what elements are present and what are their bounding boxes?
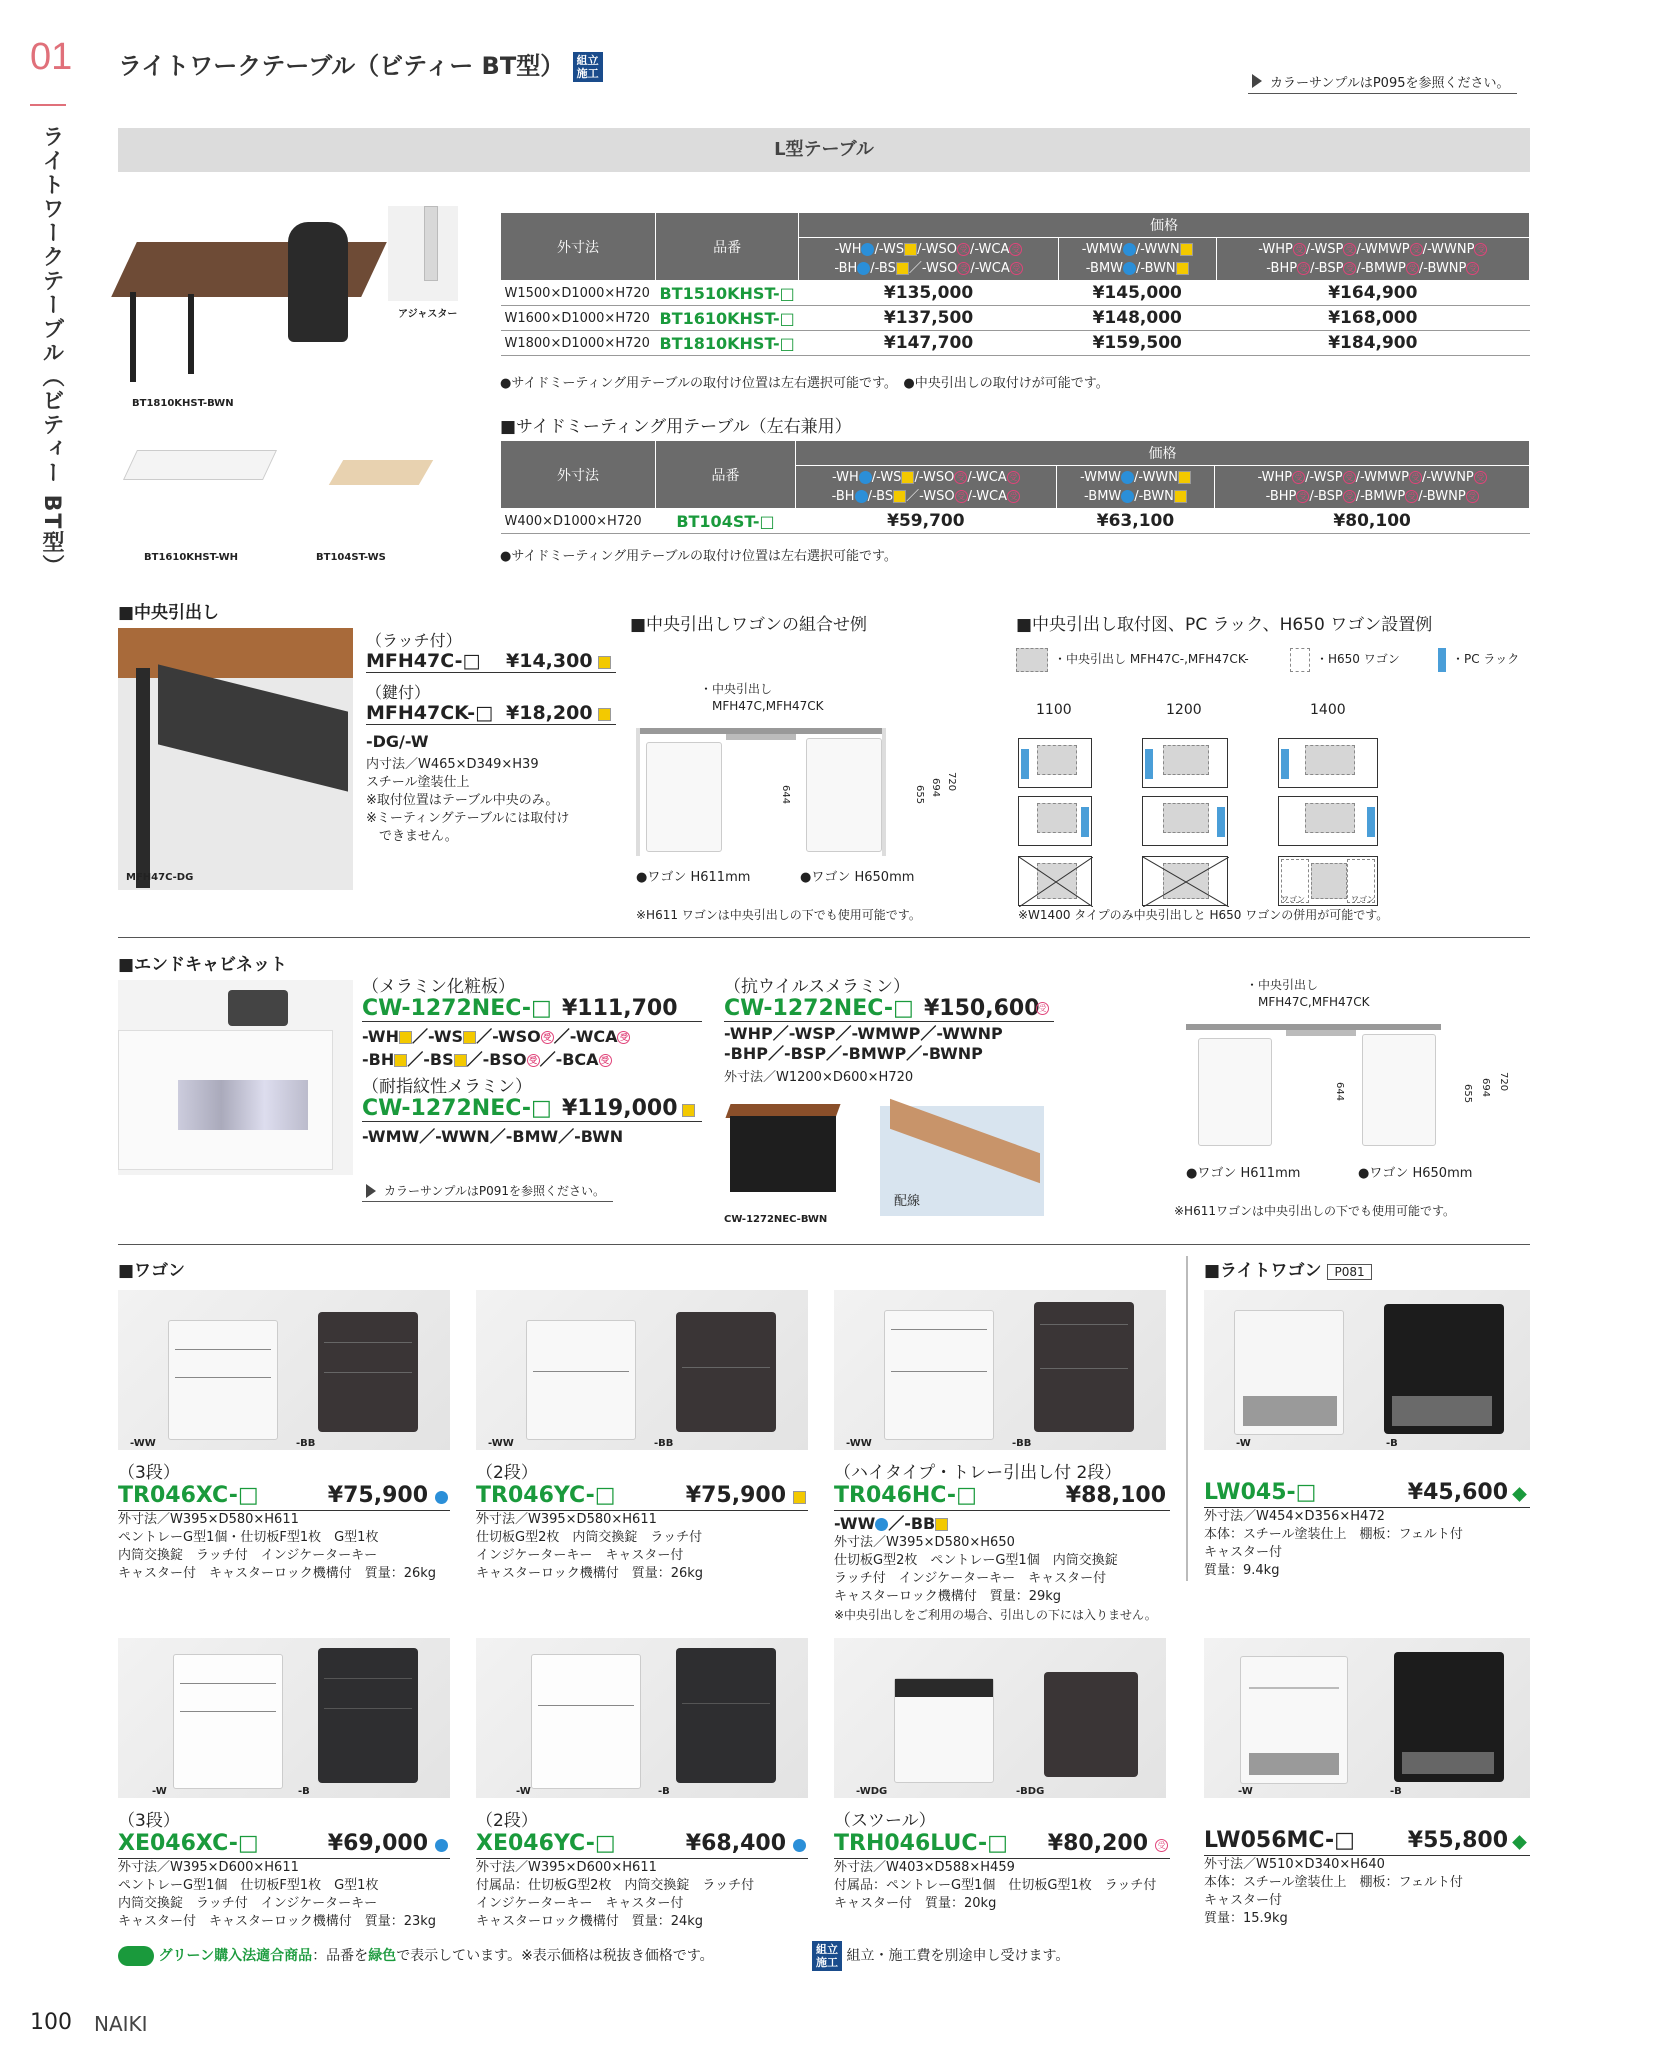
section-divider (30, 104, 66, 106)
dim-720: 720 (1498, 1072, 1509, 1092)
end-cab-photo (118, 980, 353, 1175)
legend-drawer: ・中央引出し MFH47C-,MFH47CK- (1054, 652, 1249, 666)
fingerprint-label: （耐指紋性メラミン） (362, 1077, 532, 1097)
chair (288, 222, 348, 342)
wagon-h611 (646, 742, 722, 852)
wagon-h650-label: ●ワゴン H650mm (800, 870, 915, 885)
wagon-item-3: （ハイタイプ・トレー引出し付 2段） TR046HC-□ ¥88,100 -WW ／-BB 外寸法／W395×D580×H650 仕切板G型2枚 ペントレーG型1個 内筒交換錠 ラッチ付 インジケーターキー キャスター付 キャスターロック機構付 質量：29kg ※中央引出しをご利用の場合、引出しの下には入りません。 (834, 1458, 1170, 1624)
legend-drawer-swatch (1016, 648, 1048, 672)
page-number: 100 (30, 2010, 72, 2035)
green-purchase-note: グリーン購入法適合商品：品番を緑色で表示しています。※表示価格は税抜き価格です。 (118, 1945, 714, 1966)
wagon-item-2: （2段） TR046YC-□ ¥75,900 外寸法／W395×D580×H611 仕切板G型2枚 内筒交換錠 ラッチ付 インジケーターキー キャスター付 キャスターロック機構付 質量：26kg (476, 1458, 808, 1583)
caption-bt1610: BT1610KHST-WH (144, 552, 239, 563)
antivirus-label: （抗ウイルスメラミン） (724, 977, 910, 997)
combo-diagram (636, 728, 916, 858)
lock-label: （鍵付） (366, 683, 431, 702)
wagon-item-1: （3段） TR046XC-□ ¥75,900 外寸法／W395×D580×H611 ペントレーG型1個・仕切板F型1枚 G型1枚 内筒交換錠 ラッチ付 インジケーターキー キャスター付 キャスターロック機構付 質量：26kg (118, 1458, 450, 1583)
adjuster-photo (388, 206, 458, 301)
col-price: 価格 (799, 213, 1530, 238)
desk-top (118, 628, 353, 678)
side-table-price-table: 外寸法 品番 価格 -WH /-WS /-WSO 受 /-WCA 受 -BH /-BS ／-WSO 受 /-WCA 受 -WMW /-WWN -BMW /-BWN -WHP 受 /-WSP 受 /-WMWP 受 /-WWNP 受 -BHP 受 /-BSP 受 /-BMWP 受 /-BWNP 受 W400×D1000×H720 BT104ST-□ ¥59,700 ¥63,100 ¥80,100 (500, 440, 1530, 534)
end-cab-title: ■エンドキャビネット (118, 955, 288, 975)
table-row: W1800×D1000×H720 BT1810KHST-□ ¥147,700 ¥159,500 ¥184,900 (501, 331, 1530, 356)
table-leg (636, 728, 640, 856)
wagon-item-6: （スツール） TRH046LUC-□ ¥80,200 受 外寸法／W403×D588×H459 付属品：ペントレーG型1個 仕切板G型1枚 ラッチ付 キャスター付 質量：20kg (834, 1806, 1170, 1913)
assembly-badge: 組立 施工 (573, 52, 603, 82)
plan-1200-b (1142, 796, 1228, 846)
section-number: 01 (30, 36, 73, 78)
caption-cw-bwn: CW-1272NEC-BWN (724, 1214, 828, 1225)
dim-694: 694 (930, 778, 941, 798)
caption-adjuster: アジャスター (398, 309, 458, 320)
end-cab-diagram (1186, 1024, 1446, 1152)
table-leg (882, 728, 886, 856)
central-spec: 内寸法／W465×D349×H39 スチール塗装仕上 ※取付位置はテーブル中央のみ。 ※ミーティングテーブルには取付け できません。 (366, 757, 570, 844)
l-table-note: ●サイドミーティング用テーブルの取付け位置は左右選択可能です。 ●中央引出しの取付けが可能です。 (500, 376, 1109, 391)
variant-group-2: -WMW /-WWN -BMW /-BWN (1058, 238, 1216, 281)
wagon-h650 (806, 738, 882, 852)
green-logo-icon (118, 1946, 154, 1966)
wagon-title: ■ワゴン (118, 1261, 186, 1281)
plan-1100-a (1018, 738, 1092, 788)
mfh47ck-row: MFH47CK-□ ¥18,200 (366, 702, 616, 725)
wagon-photo-2: -WW -BB (476, 1290, 808, 1450)
wagon-photo-3: -WW -BB (834, 1290, 1166, 1450)
light-wagon-item-2: LW056MC-□ ¥55,800 外寸法／W510×D340×H640 本体：スチール塗装仕上 棚板：フェルト付 キャスター付 質量：15.9kg (1204, 1828, 1530, 1928)
wagon-h611-label: ●ワゴン H611mm (636, 870, 751, 885)
width-1200: 1200 (1166, 702, 1202, 718)
light-wagon-item-1: LW045-□ ¥45,600 外寸法／W454×D356×H472 本体：スチール塗装仕上 棚板：フェルト付 キャスター付 質量：9.4kg (1204, 1480, 1530, 1580)
dim-720: 720 (946, 772, 957, 792)
caption-wiring: 配線 (894, 1194, 921, 1209)
variant-group-1: -WH /-WS /-WSO 受 /-WCA 受 -BH /-BS ／-WSO 受 /-WCA 受 (799, 238, 1059, 281)
legend-rack: ・PC ラック (1452, 652, 1520, 666)
light-wagon-title: ■ライトワゴン P081 (1204, 1256, 1372, 1281)
side-table-note: ●サイドミーティング用テーブルの取付け位置は左右選択可能です。 (500, 549, 897, 564)
wood-top (329, 460, 433, 485)
plan-1200-a (1142, 738, 1228, 788)
end-cab-note: ※H611ワゴンは中央引出しの下でも使用可能です。 (1174, 1204, 1456, 1218)
drawer-outline (726, 734, 796, 740)
bt104-photo (330, 450, 430, 530)
white-top (123, 450, 277, 480)
side-title: ライトワークテーブル（ビティー BT型） (39, 125, 64, 579)
desk-leg (188, 294, 194, 374)
mfh47c-row: MFH47C-□ ¥14,300 (366, 650, 616, 673)
combo-note: ※H611 ワゴンは中央引出しの下でも使用可能です。 (636, 908, 921, 922)
assembly-note: 組立 施工 組立・施工費を別途申し受けます。 (812, 1941, 1069, 1971)
plan-1400-a (1278, 738, 1378, 788)
legend-rack-swatch (1438, 648, 1446, 672)
plan-1100-c (1018, 856, 1092, 906)
light-wagon-photo-2: -W -B (1204, 1638, 1530, 1798)
wagon-photo-1: -WW -BB (118, 1290, 450, 1450)
central-drawer-photo (118, 628, 353, 890)
desk-leg (136, 668, 150, 888)
plan-1100-b (1018, 796, 1092, 846)
dim-644: 644 (1334, 1082, 1345, 1102)
combo-label: ・中央引出し MFH47C,MFH47CK (700, 682, 824, 713)
wagon-item-5: （2段） XE046YC-□ ¥68,400 外寸法／W395×D600×H611 付属品：仕切板G型2枚 内筒交換錠 ラッチ付 インジケーターキー キャスター付 キャスターロック機構付 質量：24kg (476, 1806, 808, 1931)
wagon-photo-6: -WDG -BDG (834, 1638, 1166, 1798)
width-1400: 1400 (1310, 702, 1346, 718)
fingerprint-colors: -WMW／-WWN／-BMW／-BWN (362, 1127, 624, 1146)
table-row: W1500×D1000×H720 BT1510KHST-□ ¥135,000 ¥145,000 ¥164,900 (501, 281, 1530, 306)
dim-644: 644 (780, 785, 791, 805)
legend-wagon-swatch (1290, 648, 1310, 672)
vertical-divider (1186, 1256, 1188, 1581)
wagon-photo-5: -W -B (476, 1638, 808, 1798)
width-1100: 1100 (1036, 702, 1072, 718)
end-cab-color-note: カラーサンプルはP091を参照ください。 (362, 1180, 613, 1202)
page-title-text: ライトワークテーブル（ビティー BT型） (118, 52, 565, 80)
latch-label: （ラッチ付） (366, 631, 462, 650)
dim-655: 655 (1462, 1084, 1473, 1104)
wagon-item-4: （3段） XE046XC-□ ¥69,000 外寸法／W395×D600×H611 ペントレーG型1個 仕切板F型1枚 G型1枚 内筒交換錠 ラッチ付 インジケーターキー キャスター付 キャスターロック機構付 質量：23kg (118, 1806, 450, 1931)
bt1610-photo (130, 430, 270, 530)
wagon-photo-4: -W -B (118, 1638, 450, 1798)
cw-melamine-row: CW-1272NEC-□ ¥111,700 (362, 996, 702, 1022)
end-wagon1: ●ワゴン H611mm (1186, 1166, 1301, 1181)
l-table-price-table (500, 212, 1530, 356)
central-colors: -DG/-W (366, 732, 429, 751)
col-dim: 外寸法 (501, 213, 656, 281)
table-row: W400×D1000×H720 BT104ST-□ ¥59,700 ¥63,100 ¥80,100 (501, 509, 1530, 534)
install-note: ※W1400 タイプのみ中央引出しと H650 ワゴンの併用が可能です。 (1018, 908, 1389, 922)
cw-fingerprint-row: CW-1272NEC-□ ¥119,000 (362, 1096, 702, 1122)
light-wagon-ref: P081 (1327, 1264, 1371, 1280)
end-cab-diagram-label: ・中央引出し MFH47C,MFH47CK (1246, 978, 1370, 1009)
adjuster-leg (424, 206, 438, 281)
table-row: W1600×D1000×H720 BT1610KHST-□ ¥137,500 ¥148,000 ¥168,000 (501, 306, 1530, 331)
combo-title: ■中央引出しワゴンの組合せ例 (630, 615, 868, 635)
install-title: ■中央引出し取付図、PC ラック、H650 ワゴン設置例 (1016, 615, 1433, 635)
light-wagon-photo-1: -W -B (1204, 1290, 1530, 1450)
antivirus-colors: -WHP／-WSP／-WMWP／-WWNP -BHP／-BSP／-BMWP／-BWNP (724, 1024, 1003, 1063)
dim-694: 694 (1480, 1078, 1491, 1098)
page-title (118, 46, 603, 82)
central-drawer-title: ■中央引出し (118, 603, 220, 623)
l-table-photo (118, 182, 383, 400)
variant-group-3: -WHP 受 /-WSP 受 /-WMWP 受 /-WWNP 受 -BHP 受 /-BSP 受 /-BMWP 受 /-BWNP 受 (1216, 238, 1529, 281)
end-wagon2: ●ワゴン H650mm (1358, 1166, 1473, 1181)
printer (228, 990, 288, 1026)
divider (118, 1244, 1530, 1245)
color-sample-note: カラーサンプルはP095を参照ください。 (1248, 70, 1517, 94)
plan-1400-b (1278, 796, 1378, 846)
legend-wagon: ・H650 ワゴン (1316, 652, 1400, 666)
divider (118, 937, 1530, 938)
caption-bt1810: BT1810KHST-BWN (132, 398, 234, 409)
cw-bwn-photo (724, 1096, 844, 1206)
caption-bt104: BT104ST-WS (316, 552, 386, 563)
dim-655: 655 (914, 785, 925, 805)
drawer-tray (158, 664, 348, 791)
cw-antivirus-row: CW-1272NEC-□ ¥150,600 受 (724, 996, 1054, 1022)
caption-mfh47c: MFH47C-DG (126, 872, 194, 883)
melamine-colors: -WH ／-WS ／-WSO 受 ／-WCA 受 -BH ／-BS ／-BSO 受 ／-BCA 受 (362, 1024, 630, 1070)
brand: NAIKI (94, 2012, 148, 2036)
melamine-label: （メラミン化粧板） (362, 977, 515, 997)
side-table-title: ■サイドミーティング用テーブル（左右兼用） (500, 417, 852, 437)
end-cab-dim: 外寸法／W1200×D600×H720 (724, 1070, 914, 1085)
plan-1400-c: ワゴン ワゴン (1278, 856, 1378, 906)
plan-1200-c (1142, 856, 1228, 906)
l-table-bar: L型テーブル (118, 128, 1530, 172)
desk-leg (130, 292, 136, 382)
col-code: 品番 (656, 213, 799, 281)
